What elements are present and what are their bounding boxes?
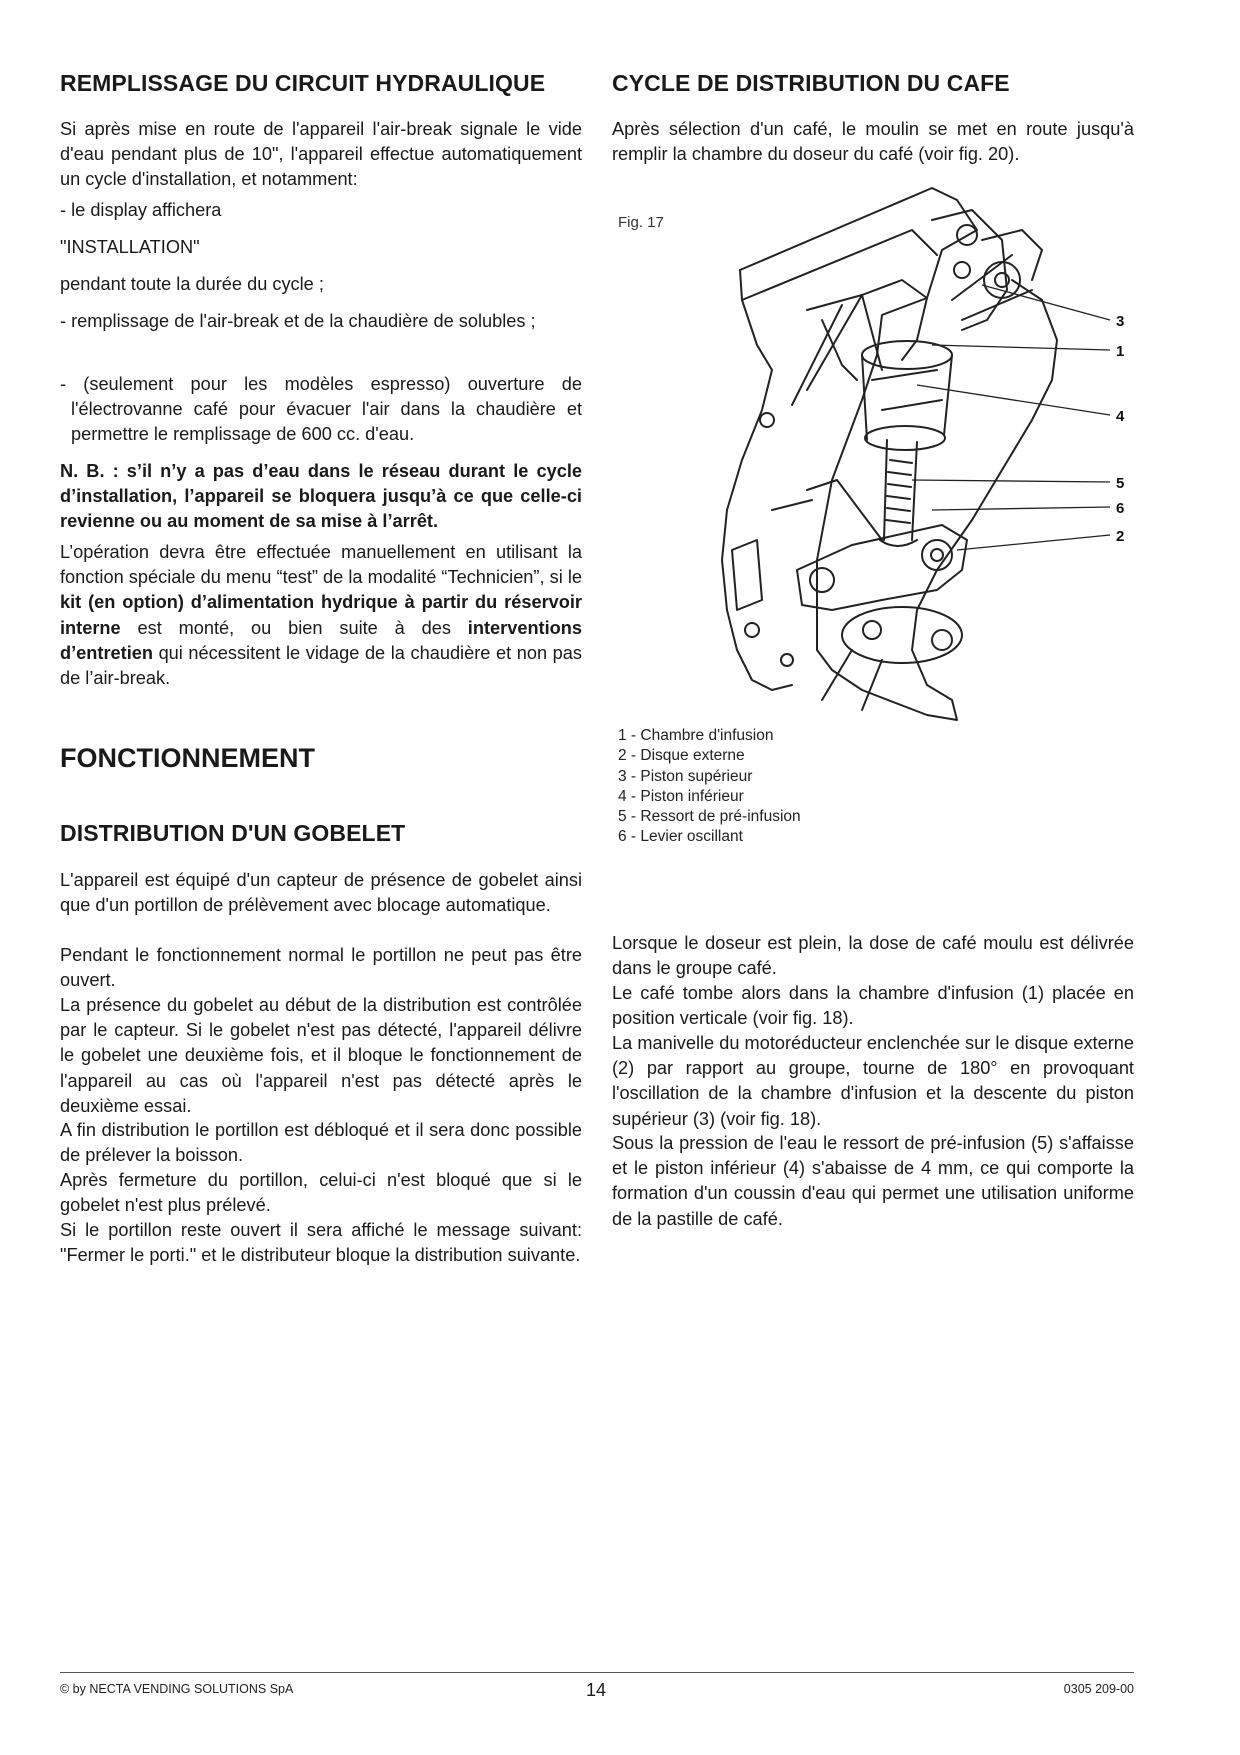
- paragraph-remplissage-intro: Si après mise en route de l'appareil l'air-break signale le vide d'eau pendant plus de 10", l'appareil effectue automatiquement un cycle d'installation, et notamment:: [60, 119, 582, 190]
- paragraph-nb: N. B. : s’il n’y a pas d’eau dans le réseau durant le cycle d’installation, l’appareil se bloquera jusqu’à ce que celle-ci revienne ou au moment de sa mise à l’arrêt.: [60, 461, 582, 532]
- drawing-lines: [722, 188, 1057, 720]
- callout-label-3: 3: [1116, 313, 1125, 330]
- callout-label-4: 4: [1116, 408, 1125, 425]
- figure-label: Fig. 17: [618, 214, 664, 231]
- callout-leaders: [912, 285, 1110, 550]
- operation-text-a: L’opération devra être effectuée manuellement en utilisant la fonction spéciale du menu “test” de la modalité “Technicien”, si le: [60, 542, 582, 588]
- callout-label-5: 5: [1116, 475, 1125, 492]
- callout-label-2: 2: [1116, 528, 1125, 545]
- list-item-display: - le display affichera: [60, 200, 222, 220]
- paragraph-gobelet-3: La présence du gobelet au début de la distribution est contrôlée par le capteur. Si le gobelet n'est pas détecté, l'appareil délivre le gobelet une deuxième fois, et il bloque le fonctionnement de l'appareil au cas où l'appareil n'est pas détecté après le deuxième essai.: [60, 995, 582, 1116]
- paragraph-gobelet-2: Pendant le fonctionnement normal le portillon ne peut pas être ouvert.: [60, 945, 582, 991]
- paragraph-operation: [60, 540, 582, 691]
- page-number: 14: [586, 1680, 607, 1700]
- callout-label-6: 6: [1116, 500, 1125, 517]
- footer-copyright: © by NECTA VENDING SOLUTIONS SpA: [60, 1682, 294, 1696]
- heading-gobelet: DISTRIBUTION D'UN GOBELET: [60, 820, 406, 846]
- operation-text-e: qui nécessitent le vidage de la chaudière et non pas de l’air-break.: [60, 642, 582, 689]
- paragraph-gobelet-4: A fin distribution le portillon est débloqué et il sera donc possible de prélever la boisson.: [60, 1120, 582, 1166]
- list-item-airbreak: - remplissage de l'air-break et de la chaudière de solubles ;: [60, 311, 536, 331]
- paragraph-gobelet-6: Si le portillon reste ouvert il sera affiché le message suivant: "Fermer le porti." et le distributeur bloque la distribution suivante.: [60, 1220, 582, 1266]
- paragraph-pression: Sous la pression de l'eau le ressort de pré-infusion (5) s'affaisse et le piston inférieur (4) s'abaisse de 4 mm, ce qui comporte la formation d'un coussin d'eau qui permet une utilisation uniforme de la pastille de café.: [612, 1133, 1134, 1229]
- footer-rule: [60, 1672, 1134, 1673]
- list-item-espresso: - (seulement pour les modèles espresso) ouverture de l'électrovanne café pour évacuer l'air dans la chaudière et permettre le remplissage de 600 cc. d'eau.: [60, 374, 582, 445]
- operation-kit-bold: kit (en option) d’alimentation hydrique à partir du réservoir interne: [60, 592, 582, 638]
- operation-interventions-bold: interventions d’entretien: [60, 617, 582, 663]
- coffee-group-drawing: [712, 180, 1152, 725]
- heading-cycle-cafe: CYCLE DE DISTRIBUTION DU CAFE: [612, 70, 1010, 96]
- text-pendant-cycle: pendant toute la durée du cycle ;: [60, 274, 324, 294]
- paragraph-doseur: Lorsque le doseur est plein, la dose de café moulu est délivrée dans le groupe café.: [612, 933, 1134, 979]
- heading-remplissage: REMPLISSAGE DU CIRCUIT HYDRAULIQUE: [60, 70, 546, 96]
- legend-item: 3 - Piston supérieur: [618, 767, 753, 785]
- text-installation: "INSTALLATION": [60, 237, 200, 257]
- paragraph-gobelet-1: L'appareil est équipé d'un capteur de présence de gobelet ainsi que d'un portillon de prélèvement avec blocage automatique.: [60, 870, 582, 916]
- legend-item: 4 - Piston inférieur: [618, 787, 744, 805]
- legend-item: 2 - Disque externe: [618, 747, 745, 765]
- callout-label-1: 1: [1116, 343, 1125, 360]
- paragraph-gobelet-5: Après fermeture du portillon, celui-ci n'est bloqué que si le gobelet n'est plus prélevé.: [60, 1170, 582, 1216]
- operation-text-c: est monté, ou bien suite à des: [120, 617, 468, 638]
- document-code: 0305 209-00: [1063, 1682, 1134, 1696]
- heading-fonctionnement: FONCTIONNEMENT: [60, 743, 315, 773]
- figure-legend: [618, 726, 801, 848]
- paragraph-manivelle: La manivelle du motoréducteur enclenchée sur le disque externe (2) par rapport au groupe, tourne de 180° en provoquant l'oscillation de la chambre d'infusion et la descente du piston supérieur (3) (voir fig. 18).: [612, 1033, 1134, 1129]
- legend-item: 5 - Ressort de pré-infusion: [618, 808, 801, 826]
- legend-item: 1 - Chambre d'infusion: [618, 727, 774, 744]
- legend-item: 6 - Levier oscillant: [618, 828, 743, 846]
- paragraph-chambre: Le café tombe alors dans la chambre d'infusion (1) placée en position verticale (voir fig. 18).: [612, 983, 1134, 1029]
- paragraph-cycle-intro: Après sélection d'un café, le moulin se met en route jusqu'à remplir la chambre du doseur du café (voir fig. 20).: [612, 119, 1134, 165]
